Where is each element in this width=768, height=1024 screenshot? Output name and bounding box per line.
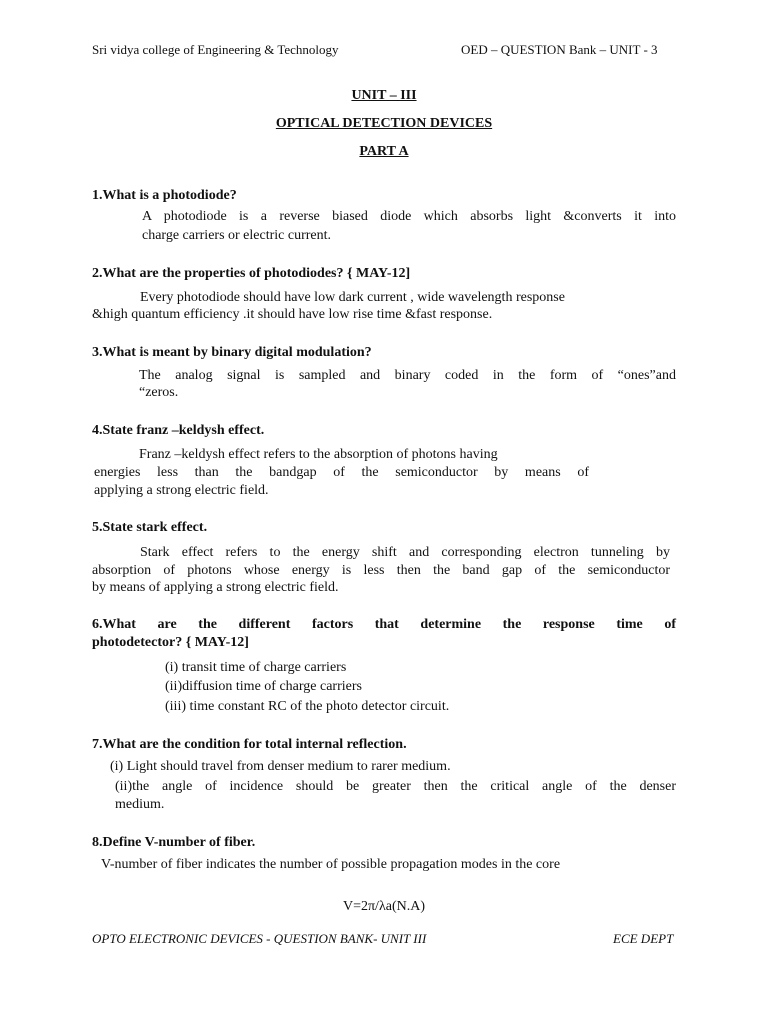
answer-4-line-2: energies less than the bandgap of the semiconductor by means of — [94, 465, 589, 480]
answer-5-line-3: by means of applying a strong electric field. — [92, 580, 339, 595]
question-4: 4.State franz –keldysh effect. — [92, 423, 265, 438]
answer-3-line-1: The analog signal is sampled and binary coded in the form of “ones”and — [139, 368, 676, 383]
question-6-line-2: photodetector? { MAY-12] — [92, 635, 249, 650]
answer-1-line-2: charge carriers or electric current. — [142, 228, 332, 243]
header-course: OED – QUESTION Bank – UNIT - 3 — [461, 42, 658, 57]
answer-4-line-1: Franz –keldysh effect refers to the absorption of photons having — [139, 447, 498, 462]
question-6-line-1: 6.What are the different factors that determine the response time of — [92, 617, 676, 632]
answer-1-line-1: A photodiode is a reverse biased diode which absorbs light &converts it into — [142, 209, 676, 224]
footer-title: OPTO ELECTRONIC DEVICES - QUESTION BANK- UNIT III — [92, 931, 427, 946]
question-3: 3.What is meant by binary digital modulation? — [92, 345, 372, 360]
answer-5-line-2: absorption of photons whose energy is less then the band gap of the semiconductor — [92, 563, 670, 578]
answer-6-item-1: (i) transit time of charge carriers — [165, 660, 347, 675]
answer-2-line-2: &high quantum efficiency .it should have low rise time &fast response. — [92, 307, 493, 322]
question-2: 2.What are the properties of photodiodes? { MAY-12] — [92, 266, 411, 281]
footer-dept: ECE DEPT — [613, 931, 674, 946]
answer-7-item-2-cont: medium. — [115, 797, 165, 812]
answer-7-item-2: (ii)the angle of incidence should be greater then the critical angle of the denser — [115, 779, 676, 794]
answer-3-line-2: “zeros. — [139, 385, 179, 400]
subject-title: OPTICAL DETECTION DEVICES — [275, 116, 493, 131]
unit-title: UNIT – III — [351, 88, 417, 103]
answer-4-line-3: applying a strong electric field. — [94, 483, 269, 498]
answer-6-item-2: (ii)diffusion time of charge carriers — [165, 679, 362, 694]
answer-2-line-1: Every photodiode should have low dark current , wide wavelength response — [140, 290, 565, 305]
answer-7-item-1: (i) Light should travel from denser medium to rarer medium. — [110, 759, 451, 774]
question-8: 8.Define V-number of fiber. — [92, 835, 256, 850]
part-title: PART A — [359, 144, 409, 159]
header-college: Sri vidya college of Engineering & Technology — [92, 42, 339, 57]
question-7: 7.What are the condition for total internal reflection. — [92, 737, 407, 752]
answer-8-line-1: V-number of fiber indicates the number of possible propagation modes in the core — [101, 857, 561, 872]
question-5: 5.State stark effect. — [92, 520, 208, 535]
answer-5-line-1: Stark effect refers to the energy shift and corresponding electron tunneling by — [140, 545, 670, 560]
answer-6-item-3: (iii) time constant RC of the photo detector circuit. — [165, 699, 450, 714]
v-number-formula: V=2π/λa(N.A) — [342, 899, 425, 914]
question-1: 1.What is a photodiode? — [92, 188, 237, 203]
